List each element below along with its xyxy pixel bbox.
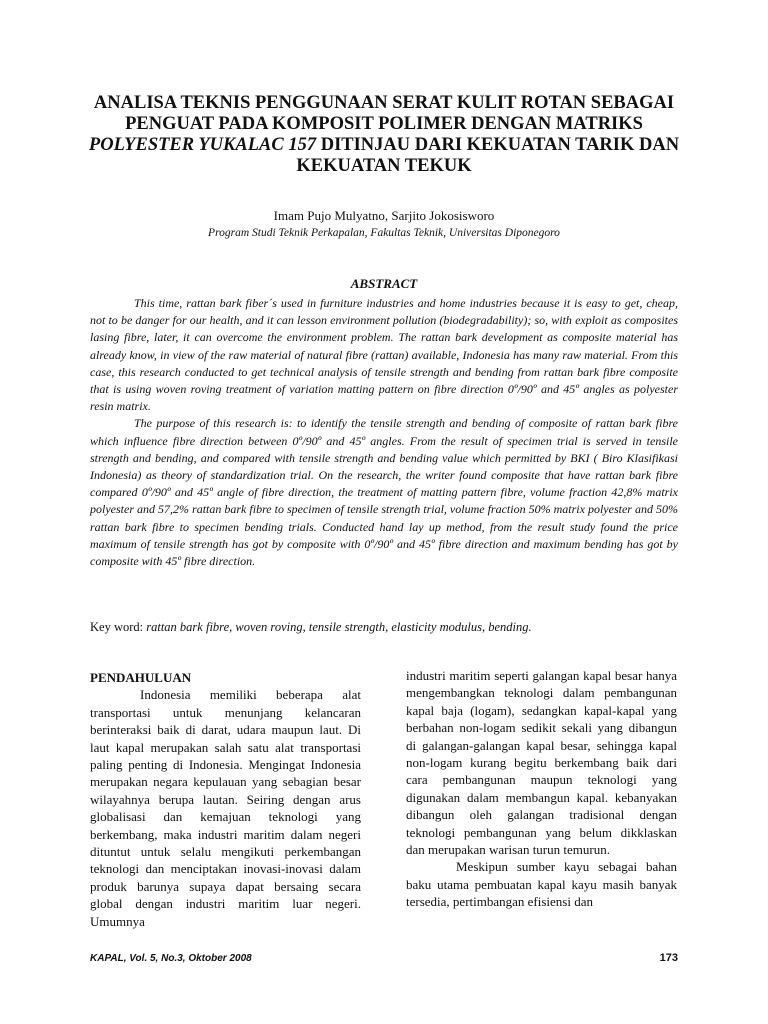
abstract-body <box>90 295 678 570</box>
title-line-2: PENGUAT PADA KOMPOSIT POLIMER DENGAN MATRIKS <box>125 114 643 134</box>
paper-title <box>70 93 698 177</box>
title-line-3 <box>70 135 698 156</box>
page-number: 173 <box>659 952 678 964</box>
abstract-paragraph-1: This time, rattan bark fiber´s used in furniture industries and home industries because it is easy to get, cheap, not to be danger for our health, and it can lesson environment pollution (biodegradability); so, with exploit as composites lasing fibre, later, it can overcome the environment problem. The rattan bark development as composite material has already know, in view of the raw material of natural fibre (rattan) available, Indonesia has many raw material. From this case, this research conducted to get technical analysis of tensile strength and bending from rattan bark fibre composite that is using woven roving treatment of variation matting pattern on fibre direction 0º/90º and 45º angles as polyester resin matrix. <box>90 296 678 414</box>
keywords-value: rattan bark fibre, woven roving, tensile strength, elasticity modulus, bending. <box>146 620 532 634</box>
section-heading: PENDAHULUAN <box>90 670 192 685</box>
abstract-heading: ABSTRACT <box>350 276 418 291</box>
authors: Imam Pujo Mulyatno, Sarjito Jokosisworo <box>273 208 495 223</box>
right-paragraph-2: Meskipun sumber kayu sebagai bahan baku utama pembuatan kapal kayu masih banyak tersedia, pertimbangan efisiensi dan <box>406 859 677 910</box>
abstract-paragraph-2: The purpose of this research is: to identify the tensile strength and bending of composite of rattan bark fibre which influence fibre direction between 0º/90º and 45º angles. From the result of specimen trial is served in tensile strength and bending, and compared with tensile strength and bending value which permitted by BKI ( Biro Klasifikasi Indonesia) as theory of standardization trial. On the research, the writer found composite that have rattan bark fibre compared 0º/90º and 45º angle of fibre direction, the treatment of matting pattern fibre, volume fraction 42,8% matrix polyester and 57,2% rattan bark fibre to specimen of tensile strength trial, volume fraction 50% matrix polyester and 50% rattan bark fibre to specimen bending trials. Conducted hand lay up method, from the result study found the price maximum of tensile strength has got by composite with 0º/90º and 45º fibre direction and maximum bending has got by composite with 45º fibre direction. <box>90 416 678 569</box>
title-line-3-rest: DITINJAU DARI KEKUATAN TARIK DAN <box>316 135 680 155</box>
keywords-label: Key word: <box>90 620 147 634</box>
title-italic-part: POLYESTER YUKALAC 157 <box>88 135 317 155</box>
left-paragraph: Indonesia memiliki beberapa alat transportasi untuk menunjang kelancaran berinteraksi baik di darat, udara maupun laut. Di laut kapal merupakan salah satu alat transportasi paling penting di Indonesia. Mengingat Indonesia merupakan negara kepulauan yang sebagian besar wilayahnya berupa lautan. Seiring dengan arus globalisasi dan kemajuan teknologi yang berkembang, maka industri maritim dalam negeri dituntut untuk selalu mengikuti perkembangan teknologi dan menciptakan inovasi-inovasi dalam produk barunya supaya dapat bersaing secara global dengan industri maritim luar negeri. Umumnya <box>90 687 361 929</box>
left-column <box>90 669 361 930</box>
right-column <box>406 667 677 911</box>
right-paragraph-1: industri maritim seperti galangan kapal besar hanya mengembangkan teknologi dalam pembangunan kapal baja (logam), sedangkan kapal-kapal yang berbahan non-logam sedikit sekali yang dibangun di galangan-galangan kapal besar, sehingga kapal non-logam kurang begitu berkembang baik dari cara pembangunan maupun teknologi yang digunakan dalam membangun kapal. kebanyakan dibangun oleh galangan tradisional dengan teknologi pembangunan yang belum dikklaskan dan merupakan warisan turun temurun. <box>406 668 677 858</box>
keywords <box>90 620 678 635</box>
footer-journal: KAPAL, Vol. 5, No.3, Oktober 2008 <box>90 953 252 964</box>
affiliation: Program Studi Teknik Perkapalan, Fakultas Teknik, Universitas Diponegoro <box>208 227 560 239</box>
title-line-1: ANALISA TEKNIS PENGGUNAAN SERAT KULIT ROTAN SEBAGAI <box>93 93 675 113</box>
title-line-4: KEKUATAN TEKUK <box>296 156 472 176</box>
